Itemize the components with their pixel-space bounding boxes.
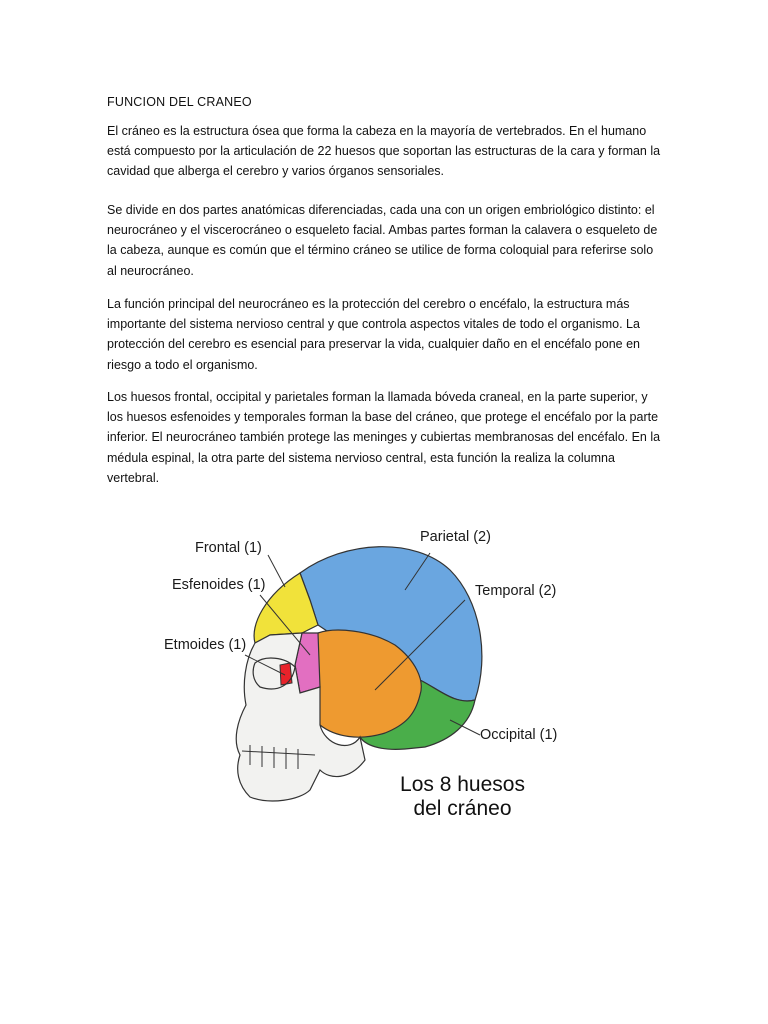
label-frontal: Frontal (1) bbox=[195, 540, 262, 556]
caption-line-2: del cráneo bbox=[413, 797, 512, 820]
paragraph-3: La función principal del neurocráneo es la protección del cerebro o encéfalo, la estructura más importante del sistema nervioso central y que controla aspectos vitales de todo el organismo. La protección del cerebro es esencial para preservar la vida, cualquier daño en el encéfalo pone en riesgo a todo el organismo. bbox=[107, 297, 640, 372]
label-esfenoides: Esfenoides (1) bbox=[172, 577, 266, 593]
label-etmoides: Etmoides (1) bbox=[164, 637, 247, 653]
page-title: FUNCION DEL CRANEO bbox=[107, 95, 252, 109]
label-occipital: Occipital (1) bbox=[480, 727, 558, 743]
caption-line-1: Los 8 huesos bbox=[400, 773, 525, 796]
figure-caption bbox=[375, 773, 550, 821]
paragraph-1: El cráneo es la estructura ósea que forma la cabeza en la mayoría de vertebrados. En el humano está compuesto por la articulación de 22 huesos que soportan las estructuras de la cara y forman la cavidad que alberga el cerebro y varios órganos sensoriales. bbox=[107, 124, 661, 179]
paragraph-4: Los huesos frontal, occipital y parietales forman la llamada bóveda craneal, en la parte superior, y los huesos esfenoides y temporales forman la base del cráneo, que protege el encéfalo por la parte inferior. El neurocráneo también protege las meninges y cubiertas membranosas del encéfalo. En la médula espinal, la otra parte del sistema nervioso central, esta función la realiza la columna vertebral. bbox=[107, 390, 661, 485]
paragraph-2: Se divide en dos partes anatómicas diferenciadas, cada una con un origen embriológico distinto: el neurocráneo y el viscerocráneo o esqueleto facial. Ambas partes forman la calavera o esqueleto de la cabeza, aunque es común que el término cráneo se utilice de forma coloquial para referirse solo al neurocráneo. bbox=[107, 203, 658, 278]
label-temporal: Temporal (2) bbox=[475, 583, 557, 599]
skull-figure bbox=[150, 515, 580, 835]
etmoides-bone bbox=[280, 663, 292, 685]
label-parietal: Parietal (2) bbox=[420, 529, 491, 545]
